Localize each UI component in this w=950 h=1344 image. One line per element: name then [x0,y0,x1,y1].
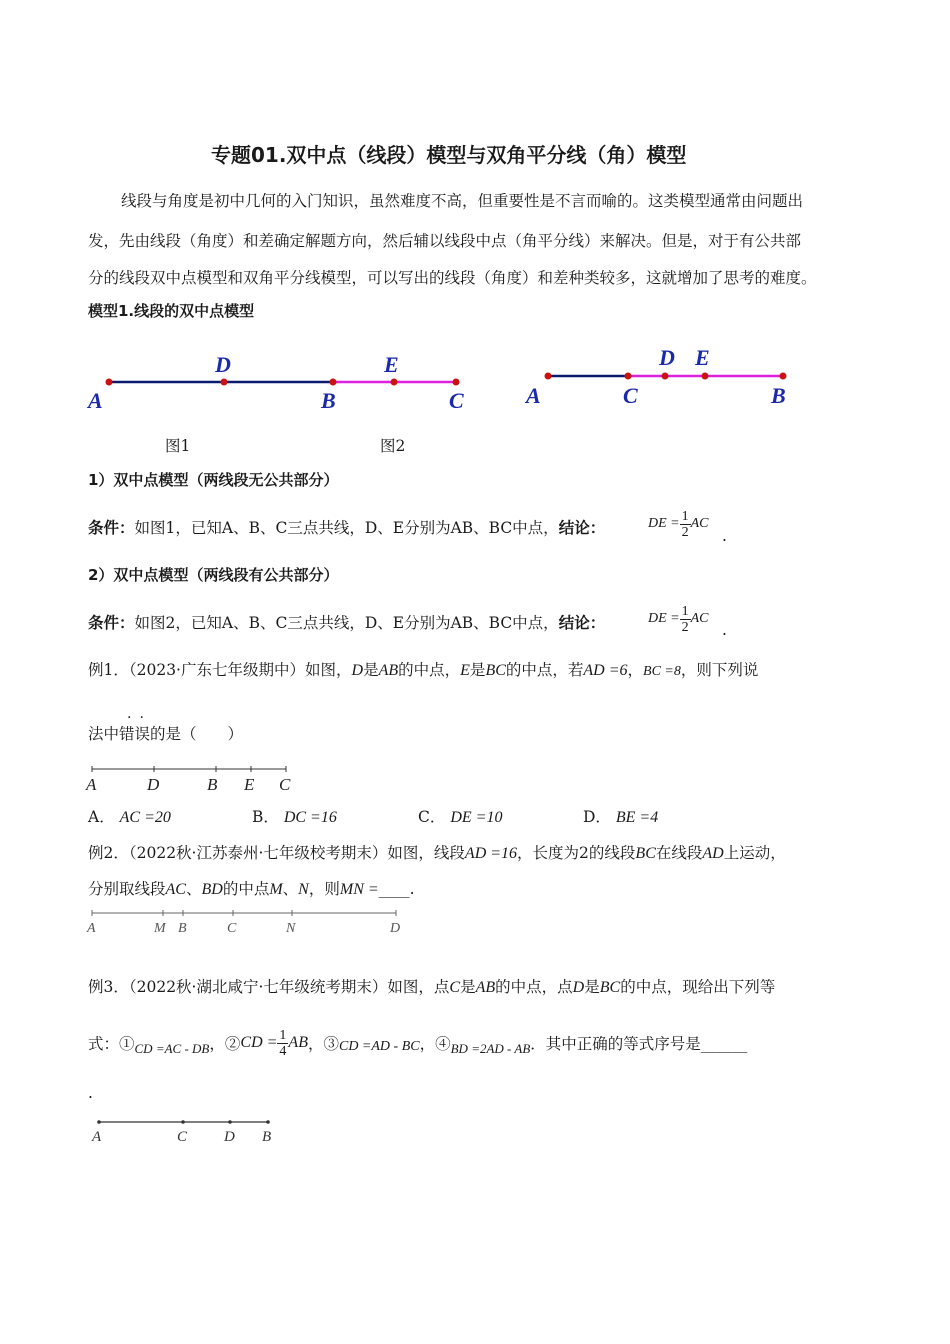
sub2-condition-line [88,603,605,643]
sub1-concl-label: 结论： [558,518,606,537]
sub2-formula-fraction: $\frac{1}{2}$ [681,603,689,635]
fig2-point-b [780,373,787,380]
ex2-fig-label-d: D [390,921,401,936]
fig1-point-c [453,379,460,386]
fig1-label-c: C [449,388,464,413]
sub2-cond-text: 如图2，已知A、B、C三点共线，D、E分别为AB、BC中点， [134,614,559,632]
sub2-formula [648,599,709,639]
ex2-fig-label-a: A [87,921,96,936]
ex3-fig-label-b: B [262,1129,272,1145]
page-title: 专题01.双中点（线段）模型与双角平分线（角）模型 [211,143,687,167]
ex2-fig-label-m: M [154,921,166,936]
fig1-point-d [221,379,228,386]
ex1-option-b[interactable]: B． DC =16 [252,808,337,826]
ex2-line-2: 分别取线段AC、BD的中点M、N，则MN =____. [88,880,415,898]
ex3-figure [88,1112,288,1148]
fig2-label-a: A [526,383,541,408]
ex1-fig-label-c: C [279,775,291,794]
sub2-heading: 2）双中点模型（两线段有公共部分） [88,566,339,584]
sub2-end: . [722,621,727,639]
fig2-label-d: D [659,345,675,370]
fig2-point-e [702,373,709,380]
fig1-point-b [330,379,337,386]
ex1-line-2: 法中错误的是（ ） [88,725,244,743]
fig2-point-a [545,373,552,380]
ex2-fig-label-c: C [227,921,237,936]
intro-line-2: 发，先由线段（角度）和差确定解题方向，然后辅以线段中点（角平分线）来解决。但是，对于有公共部 [88,232,802,250]
ex2-fig-label-n: N [286,921,296,936]
sub2-formula-lhs: DE = [648,611,680,626]
figure-2 [520,340,810,415]
ex3-fraction: $\frac{1}{4}$ [279,1027,287,1059]
intro-line-3: 分的线段双中点模型和双角平分线模型，可以写出的线段（角度）和差种类较多，这就增加了思考的难度。 [88,269,817,287]
ex1-line-1: 例1．（2023·广东七年级期中）如图，D是AB的中点，E是BC的中点，若AD =6，BC =8，则下列说 [88,661,759,679]
ex2-fig-label-b: B [178,921,187,936]
ex1-emphasis-dots: .. [127,706,152,722]
ex3-fig-label-c: C [177,1129,188,1145]
sub2-concl-label: 结论： [558,613,606,632]
fig2-label-c: C [623,383,638,408]
model1-heading: 模型1.线段的双中点模型 [88,302,255,320]
ex2-line-1: 例2．（2022秋·江苏泰州·七年级校考期末）如图，线段AD =16，长度为2的线段BC在线段AD上运动， [88,844,786,862]
ex1-fig-label-e: E [244,775,255,794]
sub1-condition-line [88,508,605,548]
ex3-line-2: 式：① CD =AC - DB ，② CD = $\frac{1}{4}$ AB ，③ CD =AD - BC ，④ BD =2AD - AB ．其中正确的等式序号是______ [88,1027,748,1059]
fig2-label-e: E [695,345,710,370]
fig1-point-a [106,379,113,386]
fig1-label-e: E [384,352,399,377]
sub1-formula [648,504,709,544]
sub2-cond-label: 条件： [88,613,135,632]
ex3-line-3: . [88,1084,93,1102]
ex1-option-c[interactable]: C． DE =10 [418,808,503,826]
fig2-point-d [662,373,669,380]
sub1-cond-label: 条件： [88,518,135,537]
ex3-fig-label-d: D [224,1129,235,1145]
sub2-formula-rhs: AC [690,611,709,626]
fig2-caption: 图2 [380,437,406,455]
ex1-figure [85,760,305,796]
ex1-fig-label-a: A [86,775,97,794]
ex2-figure [85,905,415,937]
ex1-option-a[interactable]: A． AC =20 [88,808,171,826]
fig1-label-d: D [215,352,231,377]
ex1-option-d[interactable]: D． BE =4 [583,808,659,826]
fig2-label-b: B [771,383,786,408]
sub1-formula-fraction: $\frac{1}{2}$ [681,508,689,540]
fig1-caption: 图1 [165,437,191,455]
sub1-formula-lhs: DE = [648,516,680,531]
ex3-line-1: 例3．（2022秋·湖北咸宁·七年级统考期末）如图，点C是AB的中点，点D是BC的中点，现给出下列等 [88,978,776,996]
fig1-label-b: B [321,388,336,413]
fig2-point-c [625,373,632,380]
sub1-formula-rhs: AC [690,516,709,531]
sub1-cond-text: 如图1，已知A、B、C三点共线，D、E分别为AB、BC中点， [134,519,559,537]
fig1-point-e [391,379,398,386]
sub1-heading: 1）双中点模型（两线段无公共部分） [88,471,339,489]
fig1-label-a: A [88,388,103,413]
intro-line-1: 线段与角度是初中几何的入门知识，虽然难度不高，但重要性是不言而喻的。这类模型通常由问题出 [121,192,804,210]
ex3-fig-label-a: A [92,1129,102,1145]
figure-1 [80,345,480,420]
sub1-end: . [722,527,727,545]
ex1-fig-label-b: B [207,775,218,794]
ex1-fig-label-d: D [147,775,160,794]
